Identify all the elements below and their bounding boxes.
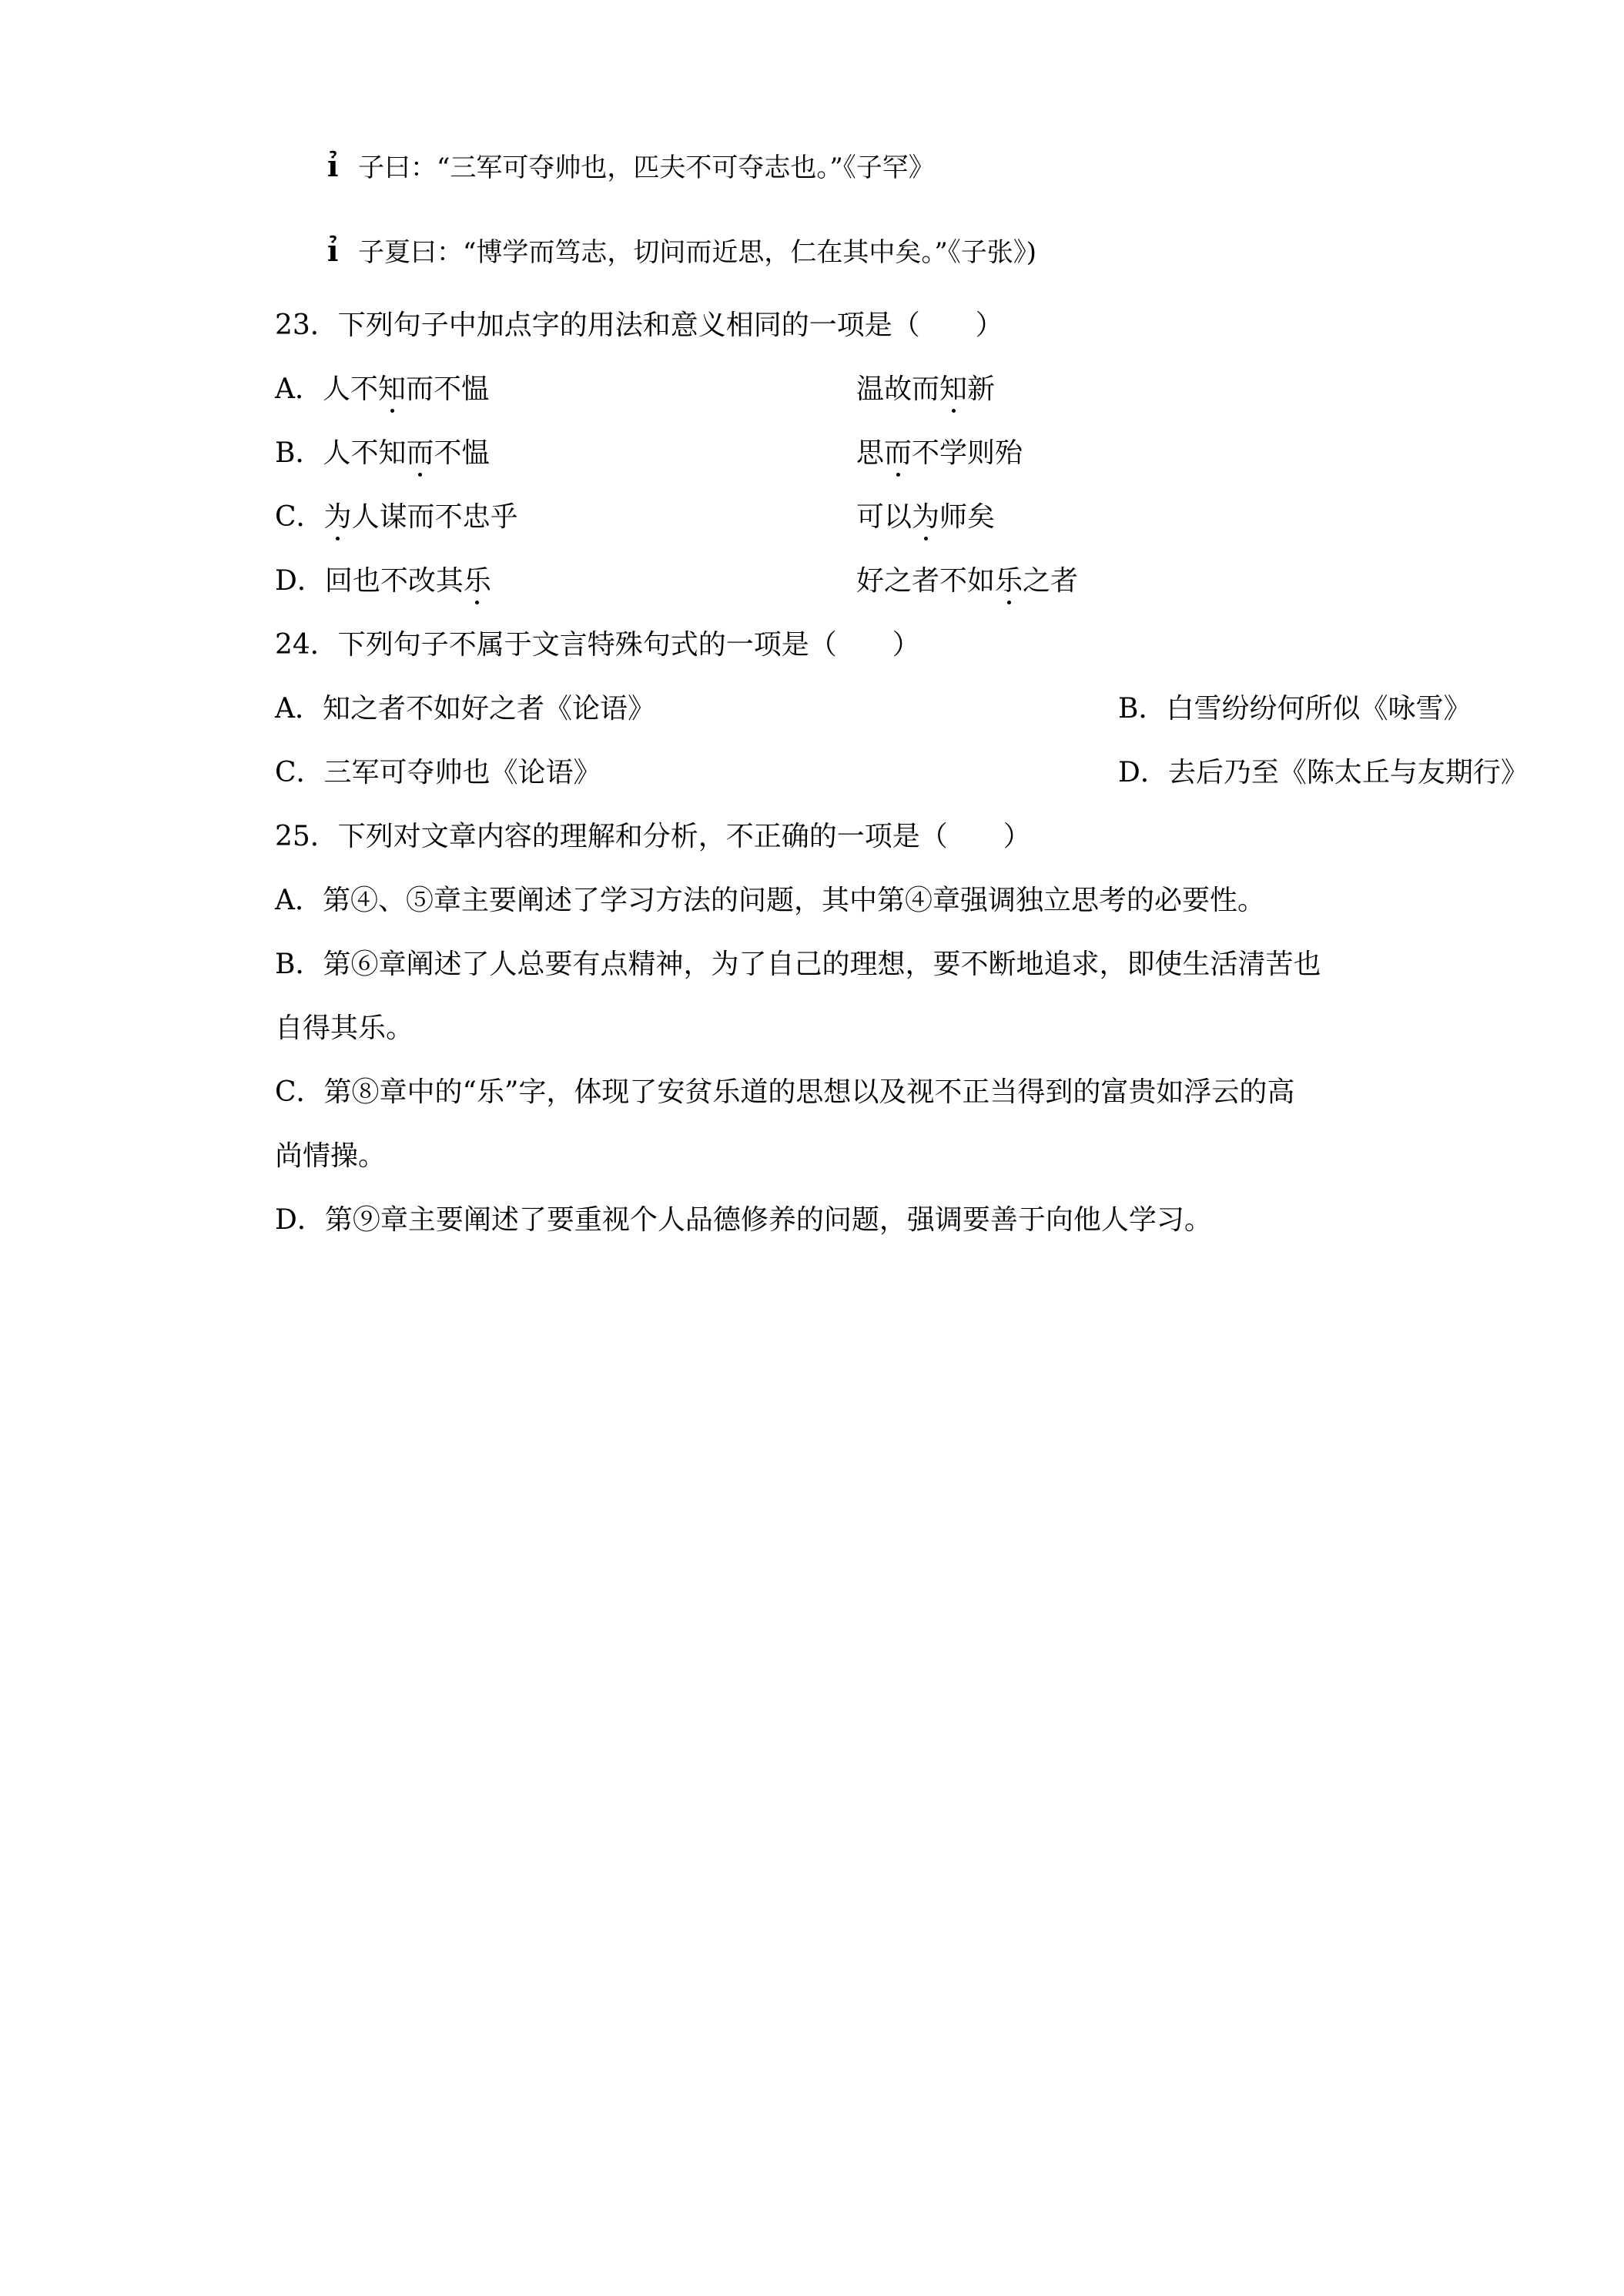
q24-row-2	[275, 751, 1529, 795]
question-23-stem: 23．下列句子中加点字的用法和意义相同的一项是（ ）	[275, 310, 1003, 341]
q23-option-d: D．回也不改其乐 好之者不如乐之者	[275, 560, 491, 603]
q24-option-a: A．知之者不如好之者《论语》	[275, 693, 656, 725]
q24-option-c: C．三军可夺帅也《论语》	[275, 757, 601, 788]
q23-option-c-second: 可以为师矣	[856, 496, 995, 539]
dotted-char: 而	[884, 432, 912, 475]
dotted-char: 为	[324, 496, 352, 539]
q25-option-c: C．第⑧章中的“乐”字，体现了安贫乐道的思想以及视不正当得到的富贵如浮云的高	[275, 1076, 1295, 1108]
dotted-char: 知	[939, 368, 967, 411]
question-25-stem: 25．下列对文章内容的理解和分析，不正确的一项是（ ）	[275, 821, 1031, 852]
dotted-char: 为	[912, 496, 939, 539]
quote-text: 子曰：“三军可夺帅也，匹夫不可夺志也。”《子罕》	[358, 152, 935, 183]
quote-line	[327, 145, 935, 188]
dotted-char: 而	[406, 432, 434, 475]
option-label: D．	[275, 565, 325, 597]
q25-option-c-continued: 尚情操。	[275, 1140, 387, 1172]
dotted-char: 乐	[464, 560, 491, 603]
bullet-icon: ỉ	[327, 233, 339, 268]
quote-line	[327, 229, 1036, 273]
q23-option-b-second: 思而不学则殆	[856, 432, 1023, 475]
dotted-char: 知	[378, 368, 406, 411]
quote-text: 子夏曰：“博学而笃志，切问而近思，仁在其中矣。”《子张》)	[358, 237, 1037, 268]
option-label: B．	[275, 437, 323, 469]
q25-option-b-continued: 自得其乐。	[275, 1012, 414, 1044]
question-24-stem: 24．下列句子不属于文言特殊句式的一项是（ ）	[275, 629, 920, 661]
option-label: C．	[275, 501, 324, 533]
q23-option-c: C．为人谋而不忠乎 可以为师矣	[275, 496, 518, 539]
q23-option-a-second: 温故而知新	[856, 368, 995, 411]
q25-option-a: A．第④、⑤章主要阐述了学习方法的问题，其中第④章强调独立思考的必要性。	[275, 885, 1265, 916]
dotted-char: 乐	[995, 560, 1023, 603]
bullet-icon: ỉ	[327, 149, 339, 183]
q25-option-b: B．第⑥章阐述了人总要有点精神，为了自己的理想，要不断地追求，即使生活清苦也	[275, 949, 1321, 980]
q24-row-1	[275, 688, 1472, 731]
q24-option-b: B．白雪纷纷何所似《咏雪》	[1118, 693, 1472, 725]
q23-option-a: A．人不知而不愠 温故而知新	[275, 368, 489, 411]
q23-option-b: B．人不知而不愠 思而不学则殆	[275, 432, 490, 475]
q24-option-d: D．去后乃至《陈太丘与友期行》	[1118, 757, 1529, 788]
option-label: A．	[275, 373, 323, 405]
q23-option-d-second: 好之者不如乐之者	[856, 560, 1078, 603]
q25-option-d: D．第⑨章主要阐述了要重视个人品德修养的问题，强调要善于向他人学习。	[275, 1204, 1212, 1236]
